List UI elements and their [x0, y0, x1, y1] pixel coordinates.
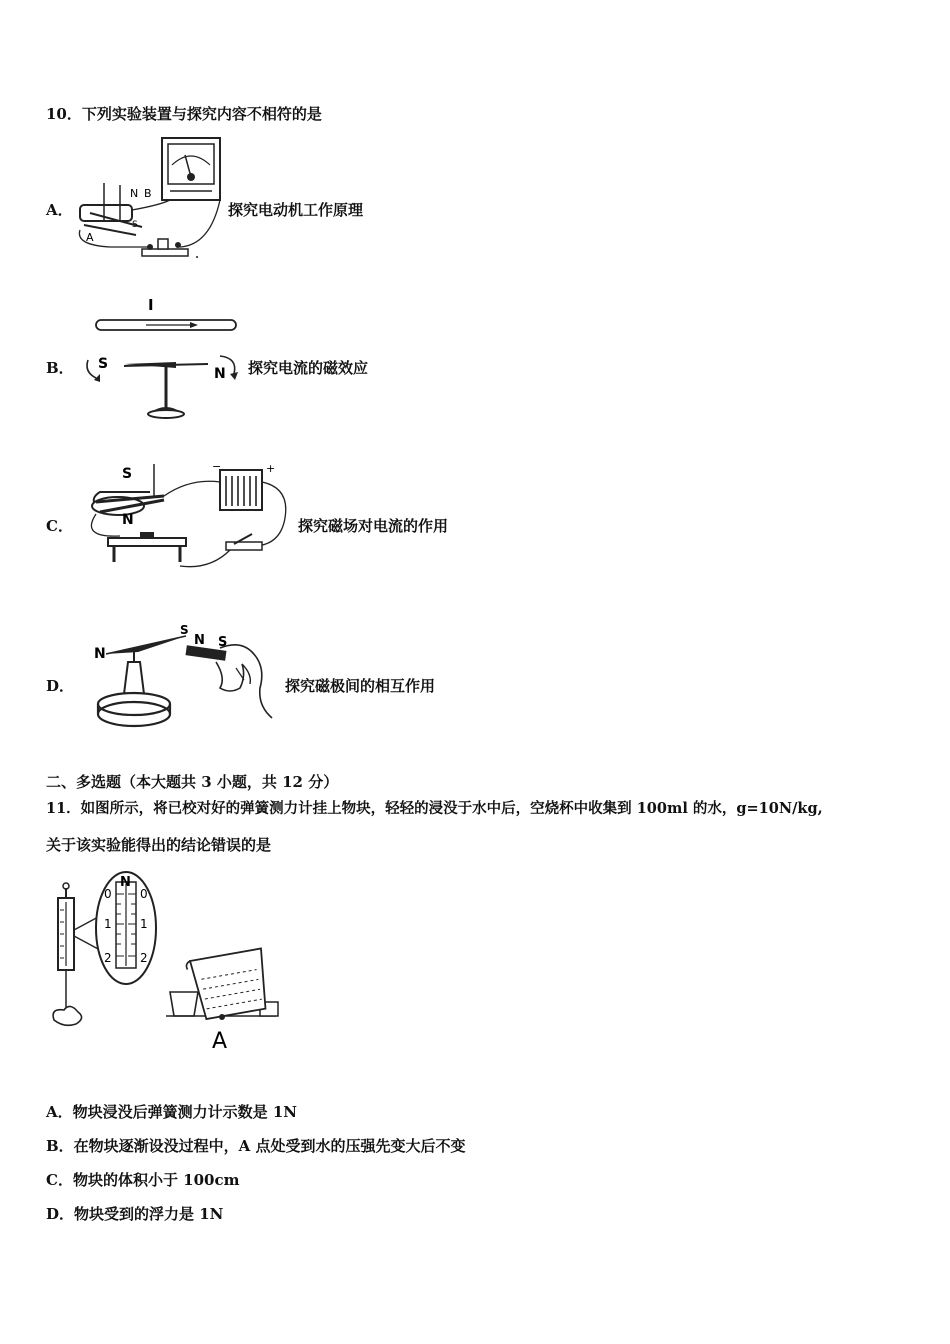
q10-option-c-letter: C． — [46, 517, 73, 535]
label-s: S — [132, 220, 138, 230]
label-n: N — [130, 187, 139, 200]
label-s: S — [98, 356, 109, 372]
q10-option-b-letter: B． — [46, 359, 74, 377]
magnet-poles-figure — [90, 618, 285, 736]
tick-0-left: 0 — [104, 887, 112, 901]
label-unit: N — [120, 875, 131, 890]
label-s-needle: S — [180, 623, 189, 637]
label-s-bar: S — [218, 635, 228, 650]
tick-1-left: 1 — [104, 917, 112, 931]
spring-scale-figure — [44, 870, 284, 1055]
q10-stem: 10．下列实验装置与探究内容不相符的是 — [46, 105, 322, 123]
label-point-a: A — [212, 1029, 228, 1054]
q11-stem-line1: 11．如图所示，将已校对好的弹簧测力计挂上物块，轻轻的浸没于水中后，空烧杯中收集到 100ml 的水，g=10N/kg, — [46, 800, 823, 817]
q10-option-a-letter: A． — [46, 201, 73, 219]
label-current: I — [148, 296, 154, 314]
q11-option-d: D．物块受到的浮力是 1N — [46, 1205, 224, 1223]
label-plus: + — [266, 462, 276, 475]
q10-option-d-caption: 探究磁极间的相互作用 — [285, 677, 436, 695]
q10-option-d-letter: D． — [46, 677, 75, 695]
label-n-bar: N — [194, 633, 205, 648]
motor-apparatus-figure — [70, 135, 230, 260]
q10-option-a-caption: 探究电动机工作原理 — [228, 201, 364, 219]
q10-option-c-caption: 探究磁场对电流的作用 — [298, 517, 449, 535]
q11-option-a: A．物块浸没后弹簧测力计示数是 1N — [46, 1103, 298, 1121]
q11-stem-line2: 关于该实验能得出的结论错误的是 — [46, 836, 272, 854]
q11-option-c: C．物块的体积小于 100cm — [46, 1171, 240, 1189]
tick-2-right: 2 — [140, 951, 148, 965]
label-a: A — [86, 231, 94, 244]
q11-option-b: B．在物块逐渐设没过程中，A 点处受到水的压强先变大后不变 — [46, 1137, 466, 1155]
tick-1-right: 1 — [140, 917, 148, 931]
section-heading: 二、多选题（本大题共 3 小题，共 12 分） — [46, 773, 339, 791]
label-n-left: N — [94, 646, 106, 662]
q10-option-b-caption: 探究电流的磁效应 — [248, 359, 369, 377]
label-b: B — [144, 187, 152, 200]
label-s: S — [122, 466, 133, 482]
tick-2-left: 2 — [104, 951, 112, 965]
tick-0-right: 0 — [140, 887, 148, 901]
label-n: N — [122, 512, 134, 528]
oersted-experiment-figure — [80, 292, 245, 424]
generator-circuit-figure — [80, 458, 295, 576]
label-minus: − — [212, 460, 222, 473]
label-n: N — [214, 366, 226, 382]
